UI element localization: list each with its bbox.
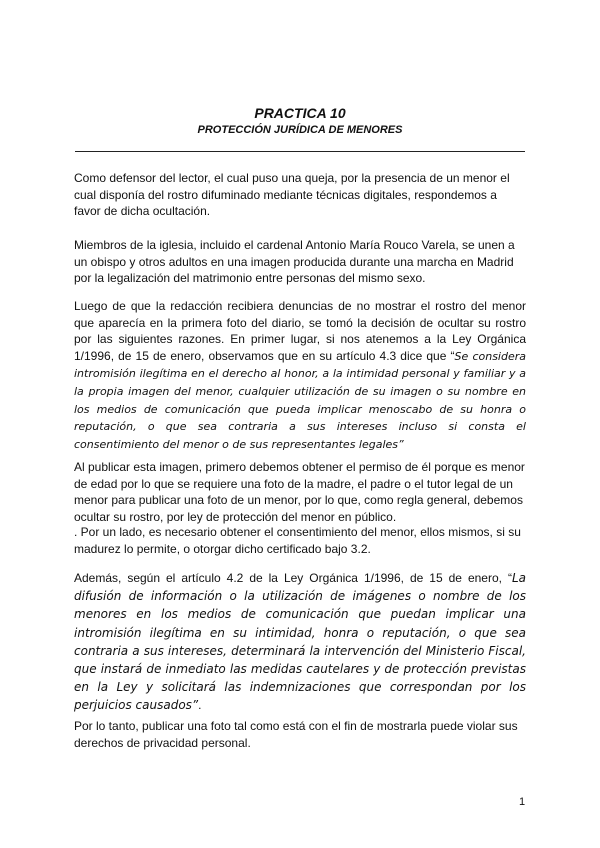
- paragraph-luego: [74, 298, 526, 453]
- paragraph-al-publicar: Al publicar esta imagen, primero debemos obtener el permiso de él porque es menor de edad por lo que se requiere una foto de la madre, el padre o el tutor legal de un menor para publicar una foto de un menor, por lo que, como regla general, debemos ocultar su rostro, por ley de protección del menor en público.: [74, 460, 525, 524]
- paragraph-ademas-end: .: [198, 698, 202, 713]
- paragraph-consentimiento: . Por un lado, es necesario obtener el consentimiento del menor, ellos mismos, si su madurez lo permite, o otorgar dicho certificado bajo 3.2.: [74, 525, 521, 556]
- paragraph-ademas: [74, 569, 526, 715]
- quote-articulo-4-3: Se considera intromisión ilegítima en el derecho al honor, a la intimidad personal y familiar y a la propia imagen del menor, cualquier utilización de su imagen o su nombre en los medios de comunicación que pueda implicar menoscabo de su honra o reputación, o que sea contraria a sus intereses incluso si consta el consentimiento del menor o de sus representantes legales”: [74, 349, 526, 451]
- paragraph-luego-text: Luego de que la redacción recibiera denuncias de no mostrar el rostro del menor que aparecía en la primera foto del diario, se tomó la decisión de ocultar su rostro por las siguientes razones. En primer lugar, si nos atenemos a la Ley Orgánica 1/1996, de 15 de enero, observamos que en su artículo 4.3 dice que “: [74, 299, 526, 363]
- paragraph-miembros: Miembros de la iglesia, incluido el cardenal Antonio María Rouco Varela, se unen a un obispo y otros adultos en una imagen producida durante una marcha en Madrid por la legalización del matrimonio entre personas del mismo sexo.: [74, 238, 515, 286]
- paragraph-defensor: Como defensor del lector, el cual puso una queja, por la presencia de un menor el cual disponía del rostro difuminado mediante técnicas digitales, respondemos a favor de dicha ocultación.: [74, 171, 510, 219]
- quote-articulo-4-2: La difusión de información o la utilización de imágenes o nombre de los menores en los medios de comunicación que puedan implicar una intromisión ilegítima en su intimidad, honra o reputación, o que sea contraria a sus intereses, determinará la intervención del Ministerio Fiscal, que instará de inmediato las medidas cautelares y de protección previstas en la Ley y solicitará las indemnizaciones que correspondan por los perjuicios causados”: [74, 571, 526, 713]
- paragraph-conclusion: Por lo tanto, publicar una foto tal como está con el fin de mostrarla puede violar sus derechos de privacidad personal.: [74, 719, 518, 750]
- title-divider: [75, 151, 525, 152]
- page-number: 1: [519, 796, 526, 808]
- page-title: PRACTICA 10: [254, 105, 346, 121]
- page-subtitle: PROTECCIÓN JURÍDICA DE MENORES: [197, 124, 403, 136]
- paragraph-ademas-text: Además, según el artículo 4.2 de la Ley Orgánica 1/1996, de 15 de enero, “: [74, 571, 512, 585]
